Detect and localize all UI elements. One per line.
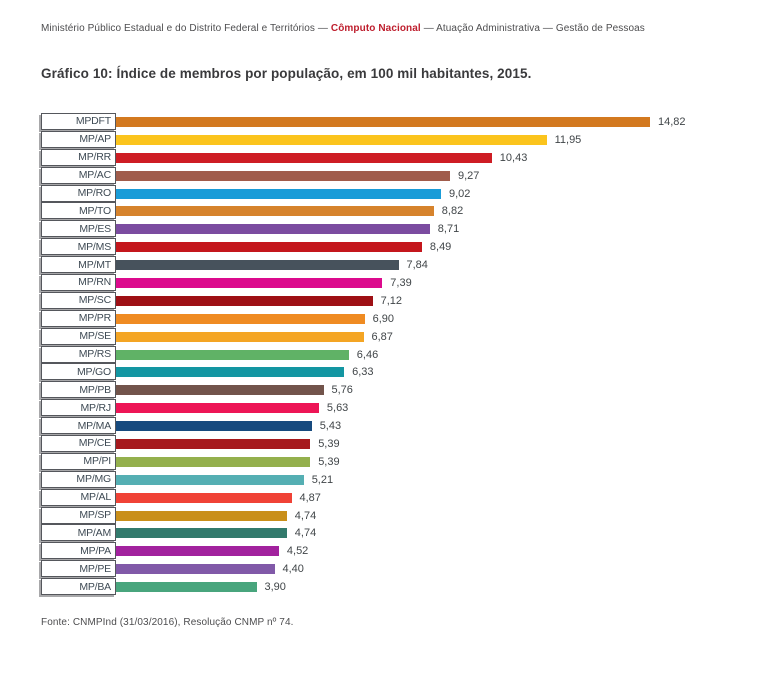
category-label: MP/AP [79,133,111,146]
category-label-box [41,131,116,148]
bar [116,314,365,324]
bar-track [116,113,741,131]
value-label: 7,39 [390,276,412,289]
chart-row [41,489,741,507]
category-label: MP/RR [78,151,111,164]
bar-track [116,542,741,560]
category-label: MP/MT [78,258,111,271]
bar-track [116,149,741,167]
category-label: MP/PI [83,455,111,468]
category-label: MPDFT [75,115,111,128]
bar [116,296,373,306]
value-label: 7,84 [406,259,428,272]
value-label: 8,82 [441,205,464,218]
chart-row [41,113,741,131]
category-label-box [41,417,116,434]
bar-track [116,274,741,292]
chart-row [41,149,741,167]
chart-row [41,185,741,203]
bar [116,135,547,145]
category-label-box [41,399,116,416]
bar [116,206,434,216]
chart-row [41,507,741,525]
category-label: MP/SC [78,294,111,307]
chart-row [41,578,741,596]
bar-track [116,310,741,328]
bar [116,582,257,592]
chart-row [41,560,741,578]
category-label-box [41,238,116,255]
chart-row [41,256,741,274]
category-label-box [41,346,116,363]
bar-track [116,363,741,381]
category-label-box [41,256,116,273]
category-label: MP/PA [80,544,111,557]
document-header [41,23,645,34]
category-label-box [41,453,116,470]
value-label: 5,39 [318,437,340,450]
category-label: MP/TO [78,204,111,217]
category-label-box [41,167,116,184]
bar [116,189,441,199]
value-label: 5,21 [311,473,334,486]
bar [116,546,279,556]
value-label: 6,46 [356,348,379,361]
category-label-box [41,507,116,524]
bar [116,242,422,252]
value-label: 5,39 [318,455,340,468]
bar [116,171,450,181]
bar-track [116,185,741,203]
bar-track [116,453,741,471]
bar [116,403,319,413]
category-label-box [41,363,116,380]
category-label: MP/AC [78,169,111,182]
category-label-box [41,435,116,452]
chart-row [41,471,741,489]
bar-track [116,435,741,453]
category-label: MP/CE [78,437,111,450]
chart-row [41,292,741,310]
chart-row [41,220,741,238]
category-label-box [41,381,116,398]
bar [116,511,287,521]
bar-track [116,471,741,489]
chart-row [41,542,741,560]
chart-row [41,274,741,292]
category-label-box [41,202,116,219]
category-label: MP/RS [78,348,111,361]
value-label: 10,43 [499,151,528,164]
value-label: 6,87 [371,330,393,343]
header-prefix: Ministério Público Estadual e do Distrito Federal e Territórios — [41,23,331,34]
category-label: MP/SP [79,509,111,522]
bar [116,439,310,449]
value-label: 8,71 [437,223,460,236]
category-label-box [41,113,116,130]
value-label: 5,43 [319,420,342,433]
bar-track [116,417,741,435]
value-label: 9,27 [458,169,480,182]
chart-row [41,435,741,453]
value-label: 4,40 [282,563,304,576]
value-label: 4,74 [294,509,317,522]
value-label: 4,52 [286,545,309,558]
bar [116,564,275,574]
bar [116,224,430,234]
bar-track [116,292,741,310]
chart-row [41,453,741,471]
category-label-box [41,560,116,577]
bar [116,385,324,395]
bar-track [116,256,741,274]
bar [116,153,492,163]
value-label: 4,74 [294,527,317,540]
bar [116,367,344,377]
bar-track [116,167,741,185]
chart-row [41,524,741,542]
bar-track [116,131,741,149]
header-suffix: — Atuação Administrativa — Gestão de Pessoas [420,23,645,34]
chart-title: Gráfico 10: Índice de membros por população, em 100 mil habitantes, 2015. [41,66,532,81]
category-label: MP/MS [77,240,111,253]
chart-row [41,417,741,435]
chart-row [41,202,741,220]
category-label: MP/RN [78,276,111,289]
value-label: 11,95 [554,133,582,146]
category-label: MP/AL [80,491,111,504]
category-label-box [41,542,116,559]
bar [116,117,650,127]
category-label: MP/ES [79,222,111,235]
bar-track [116,328,741,346]
bar [116,457,310,467]
chart-row [41,328,741,346]
category-label-box [41,185,116,202]
value-label: 14,82 [658,115,686,128]
chart-row [41,167,741,185]
value-label: 3,90 [264,581,286,594]
bar [116,528,287,538]
bar-track [116,560,741,578]
chart-row [41,238,741,256]
bar [116,421,312,431]
bar-chart [41,113,741,596]
bar-track [116,346,741,364]
category-label: MP/SE [79,330,111,343]
category-label-box [41,292,116,309]
bar [116,260,399,270]
chart-row [41,131,741,149]
bar [116,278,382,288]
category-label-box [41,328,116,345]
value-label: 8,49 [429,241,452,254]
bar [116,332,364,342]
category-label: MP/AM [77,526,111,539]
value-label: 7,12 [380,294,403,307]
value-label: 9,02 [449,187,471,200]
chart-row [41,346,741,364]
category-label-box [41,310,116,327]
chart-row [41,381,741,399]
bar-track [116,202,741,220]
bar [116,350,349,360]
bar-track [116,381,741,399]
bar-track [116,507,741,525]
bar-track [116,220,741,238]
chart-row [41,363,741,381]
category-label: MP/MA [77,419,111,432]
category-label-box [41,578,116,595]
category-label: MP/RO [77,187,111,199]
chart-row [41,310,741,328]
value-label: 6,33 [352,366,374,379]
value-label: 5,76 [331,384,353,397]
bar [116,475,304,485]
category-label: MP/MG [76,473,111,486]
bar-track [116,238,741,256]
chart-row [41,399,741,417]
bar-track [116,578,741,596]
bar-track [116,489,741,507]
category-label-box [41,489,116,506]
value-label: 5,63 [326,402,349,415]
category-label-box [41,220,116,237]
category-label-box [41,524,116,541]
bar-track [116,399,741,417]
source-note: Fonte: CNMPInd (31/03/2016), Resolução CNMP nº 74. [41,617,294,628]
value-label: 6,90 [372,312,395,325]
category-label: MP/GO [76,365,111,378]
category-label: MP/PE [79,562,111,575]
category-label-box [41,471,116,488]
category-label: MP/PR [78,312,111,325]
category-label-box [41,274,116,291]
header-highlight: Cômputo Nacional [330,23,421,34]
bar [116,493,292,503]
category-label: MP/RJ [80,401,111,414]
value-label: 4,87 [299,491,321,504]
category-label: MP/PB [79,383,111,396]
category-label: MP/BA [79,580,111,593]
category-label-box [41,149,116,166]
bar-track [116,524,741,542]
